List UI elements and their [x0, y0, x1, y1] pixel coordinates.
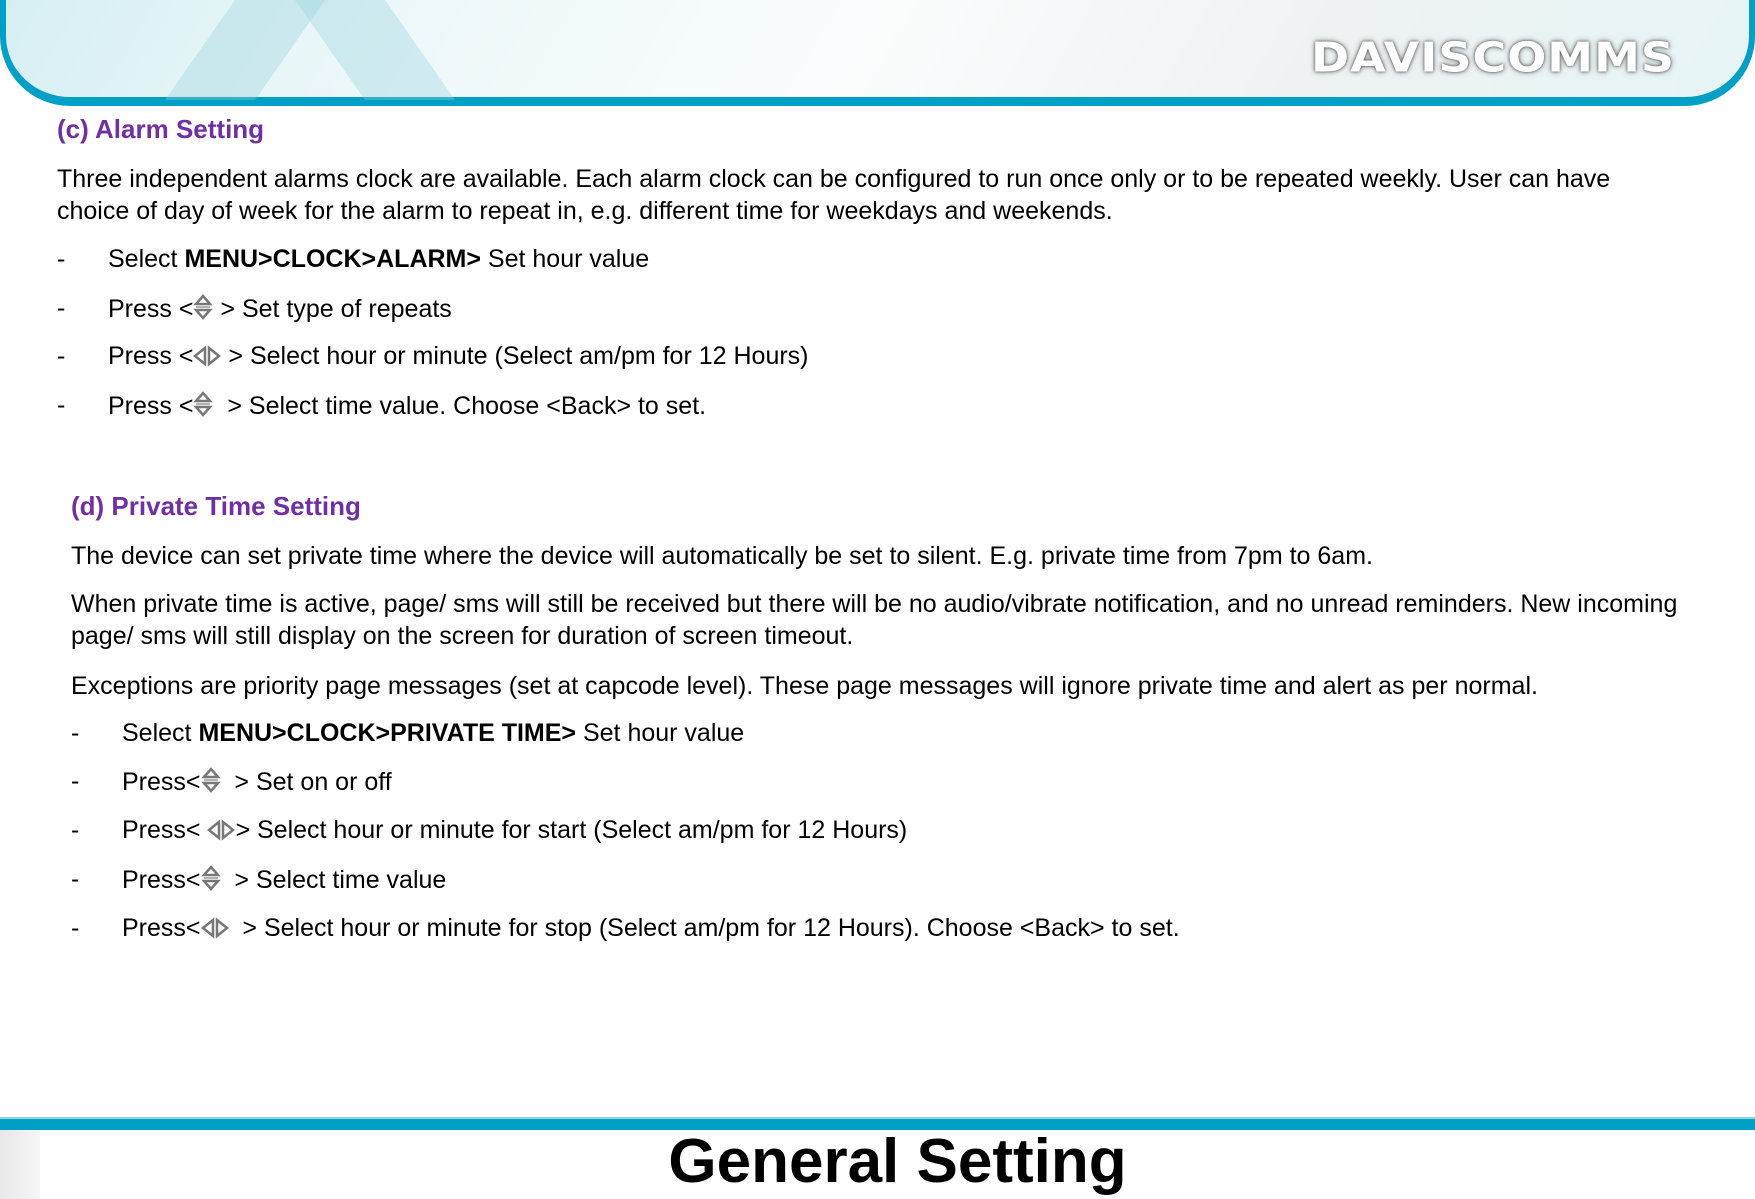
step-text: Press < — [108, 295, 194, 323]
step-bullet: - — [71, 914, 80, 942]
section-d-paragraph: Exceptions are priority page messages (set at capcode level). These page messages will ignore private time and alert as per normal. — [71, 672, 1538, 700]
step-bullet: - — [57, 342, 66, 370]
step-item — [122, 816, 907, 848]
step-bullet: - — [71, 719, 80, 747]
section-d-title: (d) Private Time Setting — [71, 491, 361, 521]
step-text: > Select hour or minute for stop (Select am/pm for 12 Hours). Choose <Back> to set. — [228, 914, 1180, 942]
section-d-paragraph: The device can set private time where the device will automatically be set to silent. E.g. private time from 7pm to 6am. — [71, 542, 1373, 570]
step-text: Set hour value — [480, 245, 650, 273]
step-bullet: - — [57, 245, 66, 273]
step-text: Press < — [108, 392, 194, 420]
step-text: Press< — [122, 914, 201, 942]
section-d-paragraph: When private time is active, page/ sms will still be received but there will be no audio/vibrate notification, and no unread reminders. New incoming page/ sms will still display on the screen for duration of screen timeout. — [71, 590, 1678, 650]
step-text: Select — [108, 245, 185, 273]
step-item — [108, 294, 452, 327]
step-item — [122, 914, 1180, 946]
left-right-arrow-icon — [201, 917, 229, 946]
step-text: Select — [122, 719, 199, 747]
up-down-arrow-icon — [201, 767, 221, 800]
section-c-paragraph: Three independent alarms clock are available. Each alarm clock can be configured to run once only or to be repeated weekly. User can have choice of day of week for the alarm to repeat in, e.g. different time for weekdays and weekends. — [57, 165, 1611, 225]
step-text: > Set on or off — [220, 768, 392, 796]
step-bullet: - — [71, 816, 80, 844]
step-bullet: - — [71, 767, 80, 795]
up-down-arrow-icon — [193, 391, 213, 424]
menu-path: MENU>CLOCK>PRIVATE TIME> — [198, 719, 577, 747]
step-item — [108, 245, 649, 274]
left-right-arrow-icon — [207, 819, 235, 848]
daviscomms-logo: DAVISCOMMS — [1310, 32, 1675, 82]
step-text: Press< — [122, 768, 201, 796]
step-text: Press < — [108, 342, 194, 370]
up-down-arrow-icon — [193, 294, 213, 327]
left-right-arrow-icon — [193, 345, 221, 374]
section-c-title: (c) Alarm Setting — [57, 114, 265, 144]
slide-header — [0, 0, 1755, 108]
step-text: > Select hour or minute for start (Select am/pm for 12 Hours) — [235, 816, 908, 844]
step-item — [108, 391, 706, 424]
step-item — [122, 865, 446, 898]
step-text: Press< — [122, 816, 208, 844]
step-item — [122, 767, 392, 800]
step-bullet: - — [71, 865, 80, 893]
step-item — [108, 342, 809, 374]
step-bullet: - — [57, 391, 66, 419]
slide-title: General Setting — [668, 1127, 1127, 1196]
step-text: > Select hour or minute (Select am/pm for 12 Hours) — [221, 342, 809, 370]
step-text: Press< — [122, 866, 201, 894]
step-text: > Select time value — [220, 866, 447, 894]
step-bullet: - — [57, 294, 66, 322]
up-down-arrow-icon — [201, 865, 221, 898]
step-text: > Select time value. Choose <Back> to set. — [213, 392, 707, 420]
step-item — [122, 719, 744, 748]
step-text: Set hour value — [576, 719, 745, 747]
menu-path: MENU>CLOCK>ALARM> — [184, 245, 481, 273]
step-text: > Set type of repeats — [213, 295, 452, 323]
